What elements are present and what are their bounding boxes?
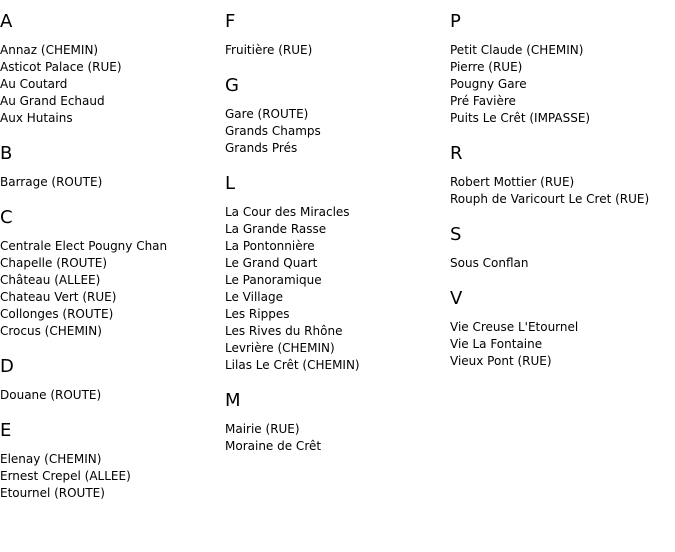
letter-section bbox=[0, 11, 167, 127]
letter-section bbox=[450, 143, 649, 208]
street-name: Pierre (RUE) bbox=[450, 60, 523, 74]
street-name: Petit Claude (CHEMIN) bbox=[450, 43, 584, 57]
letter-section bbox=[450, 224, 649, 272]
street-name: La Cour des Miracles bbox=[225, 205, 350, 219]
street-name: Grands Champs bbox=[225, 124, 321, 138]
street-name: Grands Prés bbox=[225, 141, 298, 155]
letter-section bbox=[0, 207, 167, 340]
street-name: Aux Hutains bbox=[0, 111, 73, 125]
letter-section bbox=[225, 173, 360, 374]
section-letter-heading: L bbox=[225, 173, 236, 194]
street-list bbox=[450, 255, 649, 272]
street-name: Asticot Palace (RUE) bbox=[0, 60, 122, 74]
street-list bbox=[0, 42, 167, 127]
section-letter-heading: G bbox=[225, 75, 239, 96]
section-letter-heading: F bbox=[225, 11, 236, 32]
section-letter-heading: M bbox=[225, 390, 241, 411]
street-name: Puits Le Crêt (IMPASSE) bbox=[450, 111, 591, 125]
letter-section bbox=[0, 420, 167, 502]
section-letter-heading: R bbox=[450, 143, 463, 164]
street-list bbox=[450, 42, 649, 127]
section-letter-heading: C bbox=[0, 207, 13, 228]
letter-section bbox=[0, 143, 167, 191]
street-list bbox=[225, 106, 360, 157]
section-letter-heading: P bbox=[450, 11, 461, 32]
street-name: Robert Mottier (RUE) bbox=[450, 175, 575, 189]
street-list bbox=[225, 42, 360, 59]
index-column bbox=[225, 11, 360, 455]
letter-section bbox=[450, 11, 649, 127]
section-letter-heading: E bbox=[0, 420, 12, 441]
letter-section bbox=[225, 75, 360, 157]
street-name: Mairie (RUE) bbox=[225, 422, 300, 436]
section-letter-heading: B bbox=[0, 143, 13, 164]
street-name: Lilas Le Crêt (CHEMIN) bbox=[225, 358, 360, 372]
section-letter-heading: D bbox=[0, 356, 14, 377]
street-name: Sous Conflan bbox=[450, 256, 529, 270]
street-name: Annaz (CHEMIN) bbox=[0, 43, 99, 57]
street-list bbox=[0, 238, 167, 340]
street-name: Chateau Vert (RUE) bbox=[0, 290, 117, 304]
letter-section bbox=[225, 390, 360, 455]
street-name: Centrale Elect Pougny Chan bbox=[0, 239, 168, 253]
street-name: Levrière (CHEMIN) bbox=[225, 341, 335, 355]
street-name: Barrage (ROUTE) bbox=[0, 175, 103, 189]
index-column bbox=[450, 11, 649, 370]
street-name: Collonges (ROUTE) bbox=[0, 307, 114, 321]
street-name: Au Grand Echaud bbox=[0, 94, 105, 108]
street-name: Rouph de Varicourt Le Cret (RUE) bbox=[450, 192, 650, 206]
street-list bbox=[0, 174, 167, 191]
street-name: Vie La Fontaine bbox=[450, 337, 543, 351]
street-name: Moraine de Crêt bbox=[225, 439, 322, 453]
street-name: Vie Creuse L'Etournel bbox=[450, 320, 579, 334]
street-name: La Grande Rasse bbox=[225, 222, 327, 236]
section-letter-heading: A bbox=[0, 11, 13, 32]
street-name: Pougny Gare bbox=[450, 77, 527, 91]
street-name: Gare (ROUTE) bbox=[225, 107, 309, 121]
street-name: Ernest Crepel (ALLEE) bbox=[0, 469, 131, 483]
street-name: Chapelle (ROUTE) bbox=[0, 256, 108, 270]
section-letter-heading: V bbox=[450, 288, 463, 309]
street-list bbox=[0, 387, 167, 404]
street-name: Elenay (CHEMIN) bbox=[0, 452, 102, 466]
street-name: La Pontonnière bbox=[225, 239, 315, 253]
index-column bbox=[0, 11, 167, 502]
street-name: Douane (ROUTE) bbox=[0, 388, 102, 402]
street-name: Etournel (ROUTE) bbox=[0, 486, 105, 500]
letter-section bbox=[225, 11, 360, 59]
street-name: Vieux Pont (RUE) bbox=[450, 354, 552, 368]
street-name: Pré Favière bbox=[450, 94, 516, 108]
street-name: Le Panoramique bbox=[225, 273, 322, 287]
letter-section bbox=[450, 288, 649, 370]
street-name: Au Coutard bbox=[0, 77, 68, 91]
street-name: Les Rippes bbox=[225, 307, 290, 321]
street-name: Crocus (CHEMIN) bbox=[0, 324, 102, 338]
street-list bbox=[225, 204, 360, 374]
street-name: Fruitière (RUE) bbox=[225, 43, 313, 57]
street-list bbox=[450, 174, 649, 208]
street-name: Les Rives du Rhône bbox=[225, 324, 343, 338]
street-list bbox=[225, 421, 360, 455]
street-name: Château (ALLEE) bbox=[0, 273, 101, 287]
section-letter-heading: S bbox=[450, 224, 462, 245]
street-name: Le Village bbox=[225, 290, 283, 304]
street-list bbox=[450, 319, 649, 370]
street-name: Le Grand Quart bbox=[225, 256, 318, 270]
street-list bbox=[0, 451, 167, 502]
letter-section bbox=[0, 356, 167, 404]
